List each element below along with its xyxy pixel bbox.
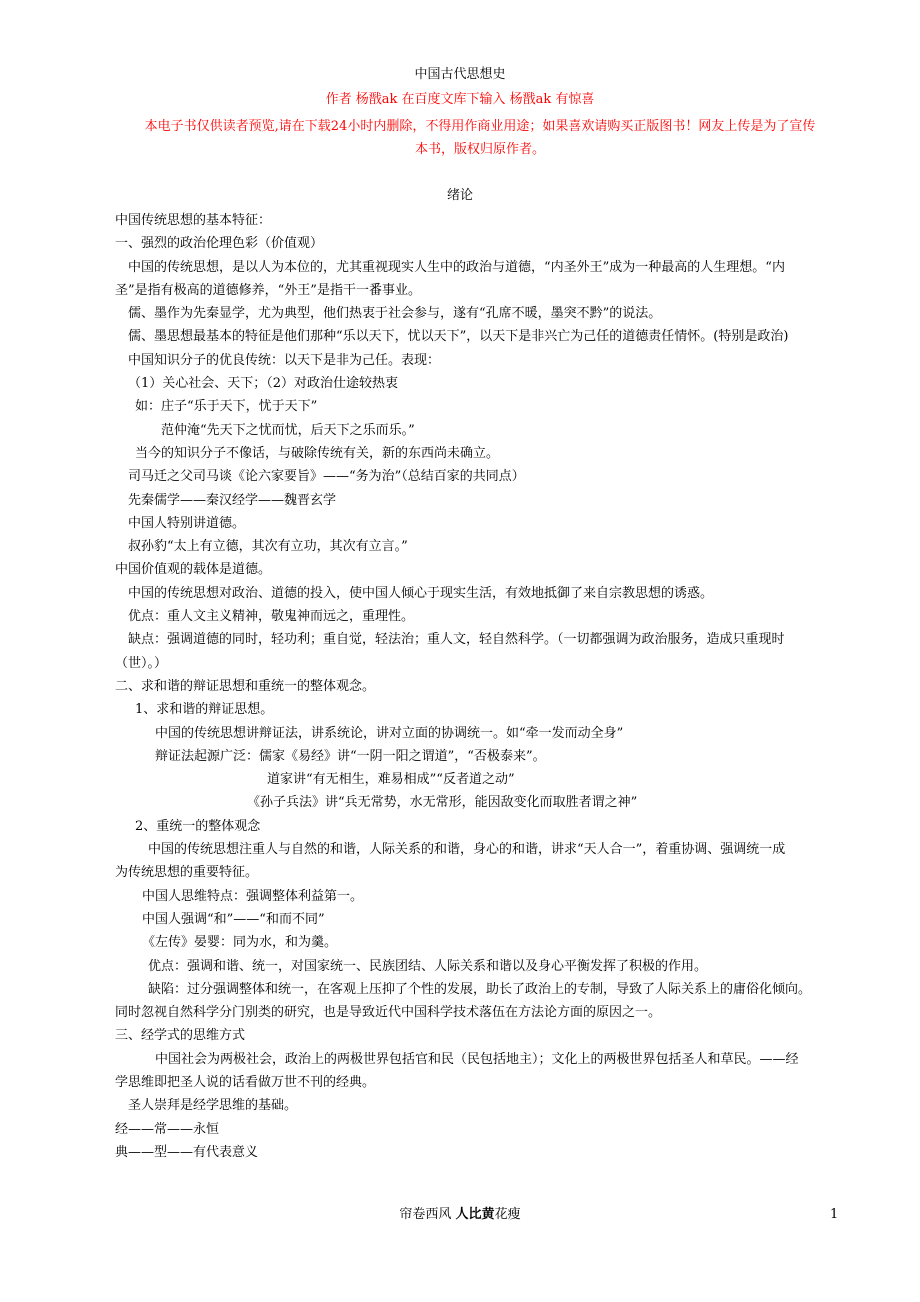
text-line: 范仲淹“先天下之忧而忧，后天下之乐而乐。”: [161, 422, 415, 438]
text-line: 中国人强调“和”——“和而不同”: [142, 911, 325, 927]
text-line: 圣”是指有极高的道德修养，“外王”是指干一番事业。: [115, 282, 421, 298]
body-text: [115, 209, 855, 1164]
text-line: 道家讲“有无相生，难易相成”“反者道之动”: [267, 772, 515, 788]
text-line: 中国价值观的载体是道德。: [115, 562, 272, 578]
text-line: 一、强烈的政治伦理色彩（价值观）: [115, 236, 324, 252]
text-line: 中国的传统思想，是以人为本位的，尤其重视现实人生中的政治与道德，“内圣外王”成为一种最高的人生理想。“内: [128, 259, 785, 275]
text-line: 三、经学式的思维方式: [115, 1028, 246, 1044]
section-title: 绪论: [446, 188, 473, 203]
footer-text: 花瘦: [494, 1207, 521, 1222]
text-line: 缺陷：过分强调整体和统一，在客观上压抑了个性的发展，助长了政治上的专制，导致了人际关系上的庸俗化倾向。: [148, 981, 812, 997]
text-line: 儒、墨作为先秦显学，尤为典型，他们热衷于社会参与，遂有“孔席不暖，墨突不黔”的说法。: [128, 306, 662, 322]
text-line: 中国社会为两极社会，政治上的两极世界包括官和民（民包括地主）；文化上的两极世界包括圣人和草民。——经: [155, 1051, 799, 1067]
text-line: 经——常——永恒: [115, 1121, 220, 1137]
text-line: 优点：强调和谐、统一，对国家统一、民族团结、人际关系和谐以及身心平衡发挥了积极的作用。: [148, 958, 708, 974]
text-line: 二、求和谐的辩证思想和重统一的整体观念。: [115, 678, 376, 694]
text-line: 中国的传统思想注重人与自然的和谐，人际关系的和谐，身心的和谐，讲求“天人合一”，着重协调、强调统一成: [148, 842, 786, 858]
author-line: 作者 杨戬ak 在百度文库下输入 杨戬ak 有惊喜: [325, 92, 595, 107]
text-line: 中国人特别讲道德。: [128, 515, 246, 531]
text-line: 学思维即把圣人说的话看做万世不刊的经典。: [115, 1074, 376, 1090]
text-line: 2、重统一的整体观念: [135, 818, 261, 834]
text-line: 司马迁之父司马谈《论六家要旨》——“务为治”（总结百家的共同点）: [128, 469, 525, 485]
text-line: 叔孙豹“太上有立德，其次有立功，其次有立言。”: [128, 539, 408, 555]
text-line: 优点：重人文主义精神，敬鬼神而远之，重理性。: [128, 609, 415, 625]
text-line: 中国人思维特点：强调整体利益第一。: [142, 888, 364, 904]
text-line: （世）。）: [115, 655, 168, 671]
text-line: 如：庄子“乐于天下，忧于天下”: [135, 399, 318, 415]
text-line: 中国的传统思想对政治、道德的投入，使中国人倾心于现实生活，有效地抵御了来自宗教思想的诱惑。: [128, 585, 714, 601]
text-line: 圣人崇拜是经学思维的基础。: [128, 1098, 298, 1114]
text-line: 中国知识分子的优良传统：以天下是非为己任。表现：: [128, 352, 441, 368]
notice-line: 本书，版权归原作者。: [414, 142, 545, 157]
page-number: 1: [830, 1207, 839, 1222]
text-line: 儒、墨思想最基本的特征是他们那种“乐以天下，忧以天下”，以天下是非兴亡为己任的道德责任情怀。(特别是政治): [128, 329, 789, 345]
notice-line: 本电子书仅供读者预览,请在下载24小时内删除，不得用作商业用途；如果喜欢请购买正版图书！网友上传是为了宣传: [144, 119, 816, 134]
footer-text-bold: 人比黄: [455, 1207, 495, 1222]
text-line: 先秦儒学——秦汉经学——魏晋玄学: [128, 492, 337, 508]
text-line: 中国的传统思想讲辩证法，讲系统论，讲对立面的协调统一。如“牵一发而动全身”: [155, 725, 624, 741]
text-line: 《左传》晏婴：同为水，和为羹。: [142, 935, 338, 951]
text-line: 当今的知识分子不像话，与破除传统有关，新的东西尚未确立。: [135, 445, 500, 461]
text-line: （1）关心社会、天下；（2）对政治仕途较热衷: [128, 376, 399, 392]
text-line: 中国传统思想的基本特征：: [115, 213, 272, 228]
text-line: 为传统思想的重要特征。: [115, 865, 259, 881]
document-title: 中国古代思想史: [414, 67, 506, 82]
text-line: 缺点：强调道德的同时，轻功利；重自觉，轻法治；重人文，轻自然科学。（一切都强调为政治服务，造成只重现时: [128, 632, 785, 648]
text-line: 辩证法起源广泛：儒家《易经》讲“一阴一阳之谓道”，“否极泰来”。: [155, 748, 546, 764]
text-line: 典——型——有代表意义: [115, 1144, 259, 1160]
text-line: 《孙子兵法》讲“兵无常势，水无常形，能因敌变化而取胜者谓之神”: [247, 795, 638, 811]
text-line: 1、求和谐的辩证思想。: [135, 702, 274, 718]
footer-text: 帘卷西风: [399, 1207, 456, 1222]
text-line: 同时忽视自然科学分门别类的研究，也是导致近代中国科学技术落伍在方法论方面的原因之一。: [115, 1005, 662, 1021]
page-footer: [0, 1206, 920, 1224]
copyright-notice: [112, 115, 848, 161]
